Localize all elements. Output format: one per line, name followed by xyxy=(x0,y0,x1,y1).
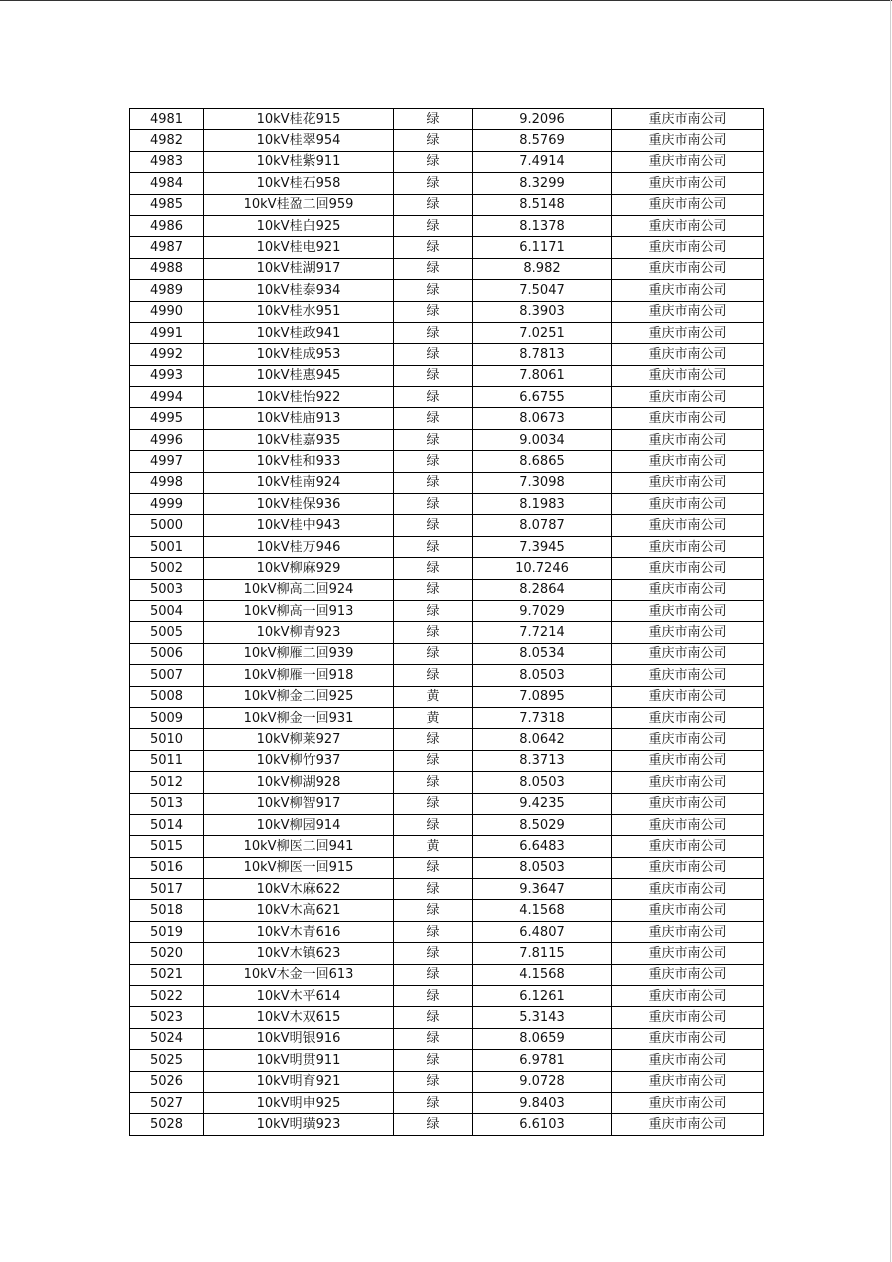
table-row xyxy=(130,344,764,365)
table-row xyxy=(130,408,764,429)
row-number-cell: 5011 xyxy=(130,750,204,771)
value-cell: 6.6755 xyxy=(473,387,612,408)
status-color-cell: 绿 xyxy=(394,109,473,130)
value-cell: 8.3299 xyxy=(473,173,612,194)
value-cell: 8.7813 xyxy=(473,344,612,365)
company-cell: 重庆市南公司 xyxy=(612,836,764,857)
row-number-cell: 5013 xyxy=(130,793,204,814)
row-number-cell: 5024 xyxy=(130,1028,204,1049)
status-color-cell: 绿 xyxy=(394,408,473,429)
value-cell: 7.7214 xyxy=(473,622,612,643)
company-cell: 重庆市南公司 xyxy=(612,1028,764,1049)
table-row xyxy=(130,772,764,793)
row-number-cell: 4981 xyxy=(130,109,204,130)
status-color-cell: 绿 xyxy=(394,665,473,686)
status-color-cell: 绿 xyxy=(394,173,473,194)
line-status-table xyxy=(129,108,764,1136)
row-number-cell: 5018 xyxy=(130,900,204,921)
status-color-cell: 绿 xyxy=(394,643,473,664)
table-row xyxy=(130,793,764,814)
company-cell: 重庆市南公司 xyxy=(612,130,764,151)
row-number-cell: 4984 xyxy=(130,173,204,194)
company-cell: 重庆市南公司 xyxy=(612,900,764,921)
row-number-cell: 5027 xyxy=(130,1092,204,1113)
row-number-cell: 4992 xyxy=(130,344,204,365)
value-cell: 8.3903 xyxy=(473,301,612,322)
value-cell: 8.982 xyxy=(473,258,612,279)
value-cell: 8.0787 xyxy=(473,515,612,536)
company-cell: 重庆市南公司 xyxy=(612,1071,764,1092)
status-color-cell: 绿 xyxy=(394,151,473,172)
company-cell: 重庆市南公司 xyxy=(612,1092,764,1113)
table-row xyxy=(130,857,764,878)
table-row xyxy=(130,600,764,621)
table-body xyxy=(130,109,764,1136)
value-cell: 8.0534 xyxy=(473,643,612,664)
row-number-cell: 4999 xyxy=(130,494,204,515)
value-cell: 9.0034 xyxy=(473,429,612,450)
line-name-cell: 10kV桂水951 xyxy=(204,301,394,322)
row-number-cell: 5025 xyxy=(130,1050,204,1071)
table-row xyxy=(130,836,764,857)
status-color-cell: 绿 xyxy=(394,365,473,386)
table-row xyxy=(130,472,764,493)
status-color-cell: 黄 xyxy=(394,707,473,728)
table-row xyxy=(130,151,764,172)
row-number-cell: 5014 xyxy=(130,814,204,835)
table-row xyxy=(130,579,764,600)
table-row xyxy=(130,451,764,472)
table-row xyxy=(130,258,764,279)
line-name-cell: 10kV桂湖917 xyxy=(204,258,394,279)
status-color-cell: 绿 xyxy=(394,215,473,236)
line-name-cell: 10kV木麻622 xyxy=(204,879,394,900)
table-row xyxy=(130,365,764,386)
company-cell: 重庆市南公司 xyxy=(612,151,764,172)
value-cell: 8.3713 xyxy=(473,750,612,771)
line-name-cell: 10kV桂庙913 xyxy=(204,408,394,429)
company-cell: 重庆市南公司 xyxy=(612,472,764,493)
company-cell: 重庆市南公司 xyxy=(612,280,764,301)
line-name-cell: 10kV桂保936 xyxy=(204,494,394,515)
value-cell: 8.5769 xyxy=(473,130,612,151)
table-row xyxy=(130,173,764,194)
value-cell: 6.1261 xyxy=(473,986,612,1007)
value-cell: 8.0642 xyxy=(473,729,612,750)
row-number-cell: 4983 xyxy=(130,151,204,172)
status-color-cell: 绿 xyxy=(394,494,473,515)
company-cell: 重庆市南公司 xyxy=(612,750,764,771)
company-cell: 重庆市南公司 xyxy=(612,707,764,728)
line-name-cell: 10kV桂花915 xyxy=(204,109,394,130)
table-row xyxy=(130,643,764,664)
row-number-cell: 5004 xyxy=(130,600,204,621)
company-cell: 重庆市南公司 xyxy=(612,451,764,472)
row-number-cell: 4990 xyxy=(130,301,204,322)
status-color-cell: 绿 xyxy=(394,900,473,921)
status-color-cell: 绿 xyxy=(394,793,473,814)
table-row xyxy=(130,1028,764,1049)
table-row xyxy=(130,686,764,707)
value-cell: 7.0251 xyxy=(473,322,612,343)
row-number-cell: 5008 xyxy=(130,686,204,707)
line-name-cell: 10kV明贯911 xyxy=(204,1050,394,1071)
row-number-cell: 4998 xyxy=(130,472,204,493)
value-cell: 7.8115 xyxy=(473,943,612,964)
value-cell: 9.7029 xyxy=(473,600,612,621)
row-number-cell: 5021 xyxy=(130,964,204,985)
company-cell: 重庆市南公司 xyxy=(612,301,764,322)
line-name-cell: 10kV桂石958 xyxy=(204,173,394,194)
table-row xyxy=(130,387,764,408)
table-row xyxy=(130,879,764,900)
status-color-cell: 绿 xyxy=(394,879,473,900)
row-number-cell: 5002 xyxy=(130,558,204,579)
table-row xyxy=(130,280,764,301)
value-cell: 8.1378 xyxy=(473,215,612,236)
company-cell: 重庆市南公司 xyxy=(612,387,764,408)
status-color-cell: 绿 xyxy=(394,964,473,985)
row-number-cell: 5006 xyxy=(130,643,204,664)
line-name-cell: 10kV桂中943 xyxy=(204,515,394,536)
row-number-cell: 5003 xyxy=(130,579,204,600)
company-cell: 重庆市南公司 xyxy=(612,814,764,835)
status-color-cell: 绿 xyxy=(394,558,473,579)
table-row xyxy=(130,130,764,151)
value-cell: 8.6865 xyxy=(473,451,612,472)
status-color-cell: 绿 xyxy=(394,130,473,151)
line-name-cell: 10kV明璜923 xyxy=(204,1114,394,1135)
table-row xyxy=(130,558,764,579)
line-name-cell: 10kV桂紫911 xyxy=(204,151,394,172)
value-cell: 4.1568 xyxy=(473,900,612,921)
value-cell: 8.5029 xyxy=(473,814,612,835)
value-cell: 8.0659 xyxy=(473,1028,612,1049)
status-color-cell: 绿 xyxy=(394,600,473,621)
status-color-cell: 绿 xyxy=(394,451,473,472)
value-cell: 8.0503 xyxy=(473,772,612,793)
line-name-cell: 10kV桂惠945 xyxy=(204,365,394,386)
value-cell: 7.3098 xyxy=(473,472,612,493)
value-cell: 8.5148 xyxy=(473,194,612,215)
company-cell: 重庆市南公司 xyxy=(612,215,764,236)
value-cell: 6.9781 xyxy=(473,1050,612,1071)
status-color-cell: 绿 xyxy=(394,943,473,964)
line-name-cell: 10kV桂嘉935 xyxy=(204,429,394,450)
page-top-border xyxy=(0,0,892,1)
status-color-cell: 绿 xyxy=(394,579,473,600)
row-number-cell: 4991 xyxy=(130,322,204,343)
table-row xyxy=(130,322,764,343)
value-cell: 6.6483 xyxy=(473,836,612,857)
table-row xyxy=(130,1092,764,1113)
status-color-cell: 绿 xyxy=(394,237,473,258)
table-row xyxy=(130,536,764,557)
company-cell: 重庆市南公司 xyxy=(612,921,764,942)
status-color-cell: 绿 xyxy=(394,772,473,793)
status-color-cell: 绿 xyxy=(394,1114,473,1135)
table-row xyxy=(130,1114,764,1135)
table-row xyxy=(130,814,764,835)
value-cell: 9.3647 xyxy=(473,879,612,900)
table-row xyxy=(130,729,764,750)
table-row xyxy=(130,943,764,964)
status-color-cell: 绿 xyxy=(394,1092,473,1113)
table-row xyxy=(130,921,764,942)
company-cell: 重庆市南公司 xyxy=(612,1114,764,1135)
line-name-cell: 10kV木镇623 xyxy=(204,943,394,964)
status-color-cell: 绿 xyxy=(394,921,473,942)
row-number-cell: 5012 xyxy=(130,772,204,793)
line-name-cell: 10kV柳高一回913 xyxy=(204,600,394,621)
value-cell: 7.3945 xyxy=(473,536,612,557)
company-cell: 重庆市南公司 xyxy=(612,237,764,258)
status-color-cell: 绿 xyxy=(394,344,473,365)
line-name-cell: 10kV桂电921 xyxy=(204,237,394,258)
line-name-cell: 10kV木青616 xyxy=(204,921,394,942)
table-row xyxy=(130,1050,764,1071)
row-number-cell: 5007 xyxy=(130,665,204,686)
table-row xyxy=(130,515,764,536)
company-cell: 重庆市南公司 xyxy=(612,622,764,643)
status-color-cell: 绿 xyxy=(394,322,473,343)
company-cell: 重庆市南公司 xyxy=(612,429,764,450)
table-row xyxy=(130,494,764,515)
line-name-cell: 10kV桂怡922 xyxy=(204,387,394,408)
table-row xyxy=(130,301,764,322)
table-row xyxy=(130,986,764,1007)
company-cell: 重庆市南公司 xyxy=(612,793,764,814)
value-cell: 6.4807 xyxy=(473,921,612,942)
company-cell: 重庆市南公司 xyxy=(612,1050,764,1071)
company-cell: 重庆市南公司 xyxy=(612,643,764,664)
line-name-cell: 10kV柳雁二回939 xyxy=(204,643,394,664)
value-cell: 9.8403 xyxy=(473,1092,612,1113)
status-color-cell: 绿 xyxy=(394,194,473,215)
line-name-cell: 10kV柳金二回925 xyxy=(204,686,394,707)
status-color-cell: 绿 xyxy=(394,536,473,557)
row-number-cell: 5019 xyxy=(130,921,204,942)
line-name-cell: 10kV桂成953 xyxy=(204,344,394,365)
company-cell: 重庆市南公司 xyxy=(612,579,764,600)
status-color-cell: 绿 xyxy=(394,986,473,1007)
status-color-cell: 绿 xyxy=(394,280,473,301)
row-number-cell: 5020 xyxy=(130,943,204,964)
line-name-cell: 10kV柳高二回924 xyxy=(204,579,394,600)
line-name-cell: 10kV柳莱927 xyxy=(204,729,394,750)
company-cell: 重庆市南公司 xyxy=(612,665,764,686)
company-cell: 重庆市南公司 xyxy=(612,729,764,750)
row-number-cell: 4989 xyxy=(130,280,204,301)
company-cell: 重庆市南公司 xyxy=(612,515,764,536)
row-number-cell: 5005 xyxy=(130,622,204,643)
status-color-cell: 黄 xyxy=(394,836,473,857)
company-cell: 重庆市南公司 xyxy=(612,344,764,365)
line-name-cell: 10kV桂万946 xyxy=(204,536,394,557)
value-cell: 5.3143 xyxy=(473,1007,612,1028)
company-cell: 重庆市南公司 xyxy=(612,879,764,900)
line-name-cell: 10kV柳医一回915 xyxy=(204,857,394,878)
status-color-cell: 绿 xyxy=(394,472,473,493)
line-name-cell: 10kV明申925 xyxy=(204,1092,394,1113)
table-row xyxy=(130,1071,764,1092)
line-name-cell: 10kV柳智917 xyxy=(204,793,394,814)
company-cell: 重庆市南公司 xyxy=(612,258,764,279)
line-name-cell: 10kV桂盈二回959 xyxy=(204,194,394,215)
value-cell: 4.1568 xyxy=(473,964,612,985)
company-cell: 重庆市南公司 xyxy=(612,558,764,579)
value-cell: 8.0503 xyxy=(473,857,612,878)
company-cell: 重庆市南公司 xyxy=(612,943,764,964)
status-color-cell: 绿 xyxy=(394,729,473,750)
line-name-cell: 10kV柳园914 xyxy=(204,814,394,835)
status-color-cell: 绿 xyxy=(394,515,473,536)
row-number-cell: 5000 xyxy=(130,515,204,536)
table-row xyxy=(130,429,764,450)
company-cell: 重庆市南公司 xyxy=(612,322,764,343)
line-name-cell: 10kV木金一回613 xyxy=(204,964,394,985)
company-cell: 重庆市南公司 xyxy=(612,986,764,1007)
value-cell: 10.7246 xyxy=(473,558,612,579)
value-cell: 7.4914 xyxy=(473,151,612,172)
status-color-cell: 绿 xyxy=(394,814,473,835)
line-name-cell: 10kV柳青923 xyxy=(204,622,394,643)
row-number-cell: 5022 xyxy=(130,986,204,1007)
table-row xyxy=(130,964,764,985)
company-cell: 重庆市南公司 xyxy=(612,536,764,557)
row-number-cell: 4993 xyxy=(130,365,204,386)
row-number-cell: 4997 xyxy=(130,451,204,472)
company-cell: 重庆市南公司 xyxy=(612,1007,764,1028)
row-number-cell: 5023 xyxy=(130,1007,204,1028)
row-number-cell: 4988 xyxy=(130,258,204,279)
status-color-cell: 绿 xyxy=(394,1050,473,1071)
status-color-cell: 绿 xyxy=(394,387,473,408)
line-name-cell: 10kV桂南924 xyxy=(204,472,394,493)
line-name-cell: 10kV柳竹937 xyxy=(204,750,394,771)
value-cell: 8.0503 xyxy=(473,665,612,686)
row-number-cell: 4994 xyxy=(130,387,204,408)
company-cell: 重庆市南公司 xyxy=(612,173,764,194)
table-row xyxy=(130,109,764,130)
value-cell: 7.5047 xyxy=(473,280,612,301)
line-name-cell: 10kV木平614 xyxy=(204,986,394,1007)
company-cell: 重庆市南公司 xyxy=(612,109,764,130)
line-name-cell: 10kV柳金一回931 xyxy=(204,707,394,728)
table-row xyxy=(130,900,764,921)
row-number-cell: 4996 xyxy=(130,429,204,450)
table-row xyxy=(130,665,764,686)
line-name-cell: 10kV木高621 xyxy=(204,900,394,921)
row-number-cell: 5001 xyxy=(130,536,204,557)
value-cell: 8.1983 xyxy=(473,494,612,515)
value-cell: 8.0673 xyxy=(473,408,612,429)
line-name-cell: 10kV明银916 xyxy=(204,1028,394,1049)
row-number-cell: 5026 xyxy=(130,1071,204,1092)
row-number-cell: 5009 xyxy=(130,707,204,728)
page-right-border xyxy=(890,0,891,1262)
row-number-cell: 4987 xyxy=(130,237,204,258)
value-cell: 9.4235 xyxy=(473,793,612,814)
status-color-cell: 绿 xyxy=(394,622,473,643)
line-name-cell: 10kV桂和933 xyxy=(204,451,394,472)
line-name-cell: 10kV柳湖928 xyxy=(204,772,394,793)
row-number-cell: 5015 xyxy=(130,836,204,857)
status-color-cell: 绿 xyxy=(394,301,473,322)
table-row xyxy=(130,622,764,643)
status-color-cell: 黄 xyxy=(394,686,473,707)
company-cell: 重庆市南公司 xyxy=(612,408,764,429)
company-cell: 重庆市南公司 xyxy=(612,857,764,878)
table-row xyxy=(130,237,764,258)
row-number-cell: 4985 xyxy=(130,194,204,215)
company-cell: 重庆市南公司 xyxy=(612,365,764,386)
company-cell: 重庆市南公司 xyxy=(612,494,764,515)
line-name-cell: 10kV桂政941 xyxy=(204,322,394,343)
status-color-cell: 绿 xyxy=(394,1007,473,1028)
status-color-cell: 绿 xyxy=(394,258,473,279)
line-name-cell: 10kV明育921 xyxy=(204,1071,394,1092)
row-number-cell: 4986 xyxy=(130,215,204,236)
line-name-cell: 10kV柳医二回941 xyxy=(204,836,394,857)
table-row xyxy=(130,707,764,728)
line-name-cell: 10kV桂翠954 xyxy=(204,130,394,151)
value-cell: 7.0895 xyxy=(473,686,612,707)
line-name-cell: 10kV桂白925 xyxy=(204,215,394,236)
value-cell: 6.6103 xyxy=(473,1114,612,1135)
line-name-cell: 10kV桂泰934 xyxy=(204,280,394,301)
value-cell: 8.2864 xyxy=(473,579,612,600)
status-color-cell: 绿 xyxy=(394,1071,473,1092)
table-row xyxy=(130,194,764,215)
value-cell: 7.8061 xyxy=(473,365,612,386)
company-cell: 重庆市南公司 xyxy=(612,194,764,215)
status-color-cell: 绿 xyxy=(394,429,473,450)
company-cell: 重庆市南公司 xyxy=(612,964,764,985)
status-color-cell: 绿 xyxy=(394,857,473,878)
row-number-cell: 5017 xyxy=(130,879,204,900)
status-color-cell: 绿 xyxy=(394,1028,473,1049)
row-number-cell: 4982 xyxy=(130,130,204,151)
row-number-cell: 4995 xyxy=(130,408,204,429)
company-cell: 重庆市南公司 xyxy=(612,772,764,793)
line-name-cell: 10kV木双615 xyxy=(204,1007,394,1028)
table-row xyxy=(130,750,764,771)
line-name-cell: 10kV柳雁一回918 xyxy=(204,665,394,686)
value-cell: 9.0728 xyxy=(473,1071,612,1092)
value-cell: 7.7318 xyxy=(473,707,612,728)
table-row xyxy=(130,1007,764,1028)
table-row xyxy=(130,215,764,236)
row-number-cell: 5016 xyxy=(130,857,204,878)
status-color-cell: 绿 xyxy=(394,750,473,771)
line-name-cell: 10kV柳麻929 xyxy=(204,558,394,579)
value-cell: 6.1171 xyxy=(473,237,612,258)
row-number-cell: 5010 xyxy=(130,729,204,750)
row-number-cell: 5028 xyxy=(130,1114,204,1135)
value-cell: 9.2096 xyxy=(473,109,612,130)
company-cell: 重庆市南公司 xyxy=(612,686,764,707)
company-cell: 重庆市南公司 xyxy=(612,600,764,621)
